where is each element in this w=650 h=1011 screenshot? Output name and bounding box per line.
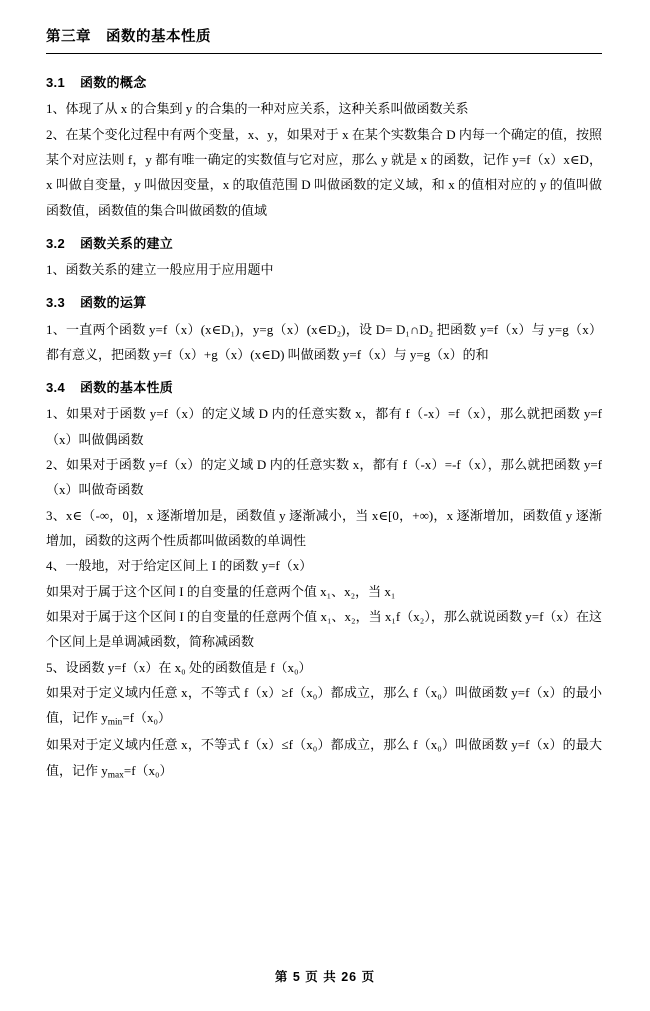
- paragraph: 1、一直两个函数 y=f（x）(x∈D₁)，y=g（x）(x∈D₂)，设 D= D₁∩D₂ 把函数 y=f（x）与 y=g（x）都有意义，把函数 y=f（x）+g（x）(x∈D) 叫做函数 y=f（x）与 y=g（x）的和: [46, 321, 602, 362]
- paragraph: 2、在某个变化过程中有两个变量，x、y，如果对于 x 在某个实数集合 D 内每一个确定的值，按照某个对应法则 f，y 都有唯一确定的实数值与它对应，那么 y 就是 x 的函数，记作 y=f（x）x∈D，x 叫做自变量，y 叫做因变量，x 的取值范围 D 叫做函数的定义域，和 x 的值相对应的 y 的值叫做函数值，函数值的集合叫做函数的值域: [46, 126, 602, 218]
- section-number: 3.2: [46, 236, 65, 251]
- paragraph: 5、设函数 y=f（x）在 x₀ 处的函数值是 f（x₀）: [46, 659, 312, 675]
- section-title: 函数的运算: [80, 295, 147, 311]
- paragraph: 4、一般地，对于给定区间上 I 的函数 y=f（x）: [46, 558, 313, 574]
- section-number: 3.4: [46, 380, 65, 396]
- section-heading-3-1: [46, 72, 602, 94]
- title-divider: [46, 53, 602, 54]
- paragraph: 2、如果对于函数 y=f（x）的定义域 D 内的任意实数 x，都有 f（-x）=-f（x），那么就把函数 y=f（x）叫做奇函数: [46, 457, 602, 498]
- paragraph: 3、x∈（-∞，0]，x 逐渐增加是，函数值 y 逐渐减小，当 x∈[0，+∞)，x 逐渐增加，函数值 y 逐渐增加，函数的这两个性质都叫做函数的单调性: [46, 507, 602, 549]
- section-number: 3.1: [46, 75, 65, 91]
- section-title: 函数的基本性质: [80, 380, 174, 396]
- section-title: 函数的概念: [80, 75, 147, 91]
- paragraph: 1、如果对于函数 y=f（x）的定义域 D 内的任意实数 x，都有 f（-x）=f（x），那么就把函数 y=f（x）叫做偶函数: [46, 406, 602, 447]
- section-heading-3-4: [46, 377, 602, 399]
- page-title: 第三章 函数的基本性质: [46, 29, 211, 45]
- paragraph: 1、体现了从 x 的合集到 y 的合集的一种对应关系，这种关系叫做函数关系: [46, 101, 469, 117]
- section-heading-3-3: [46, 292, 602, 314]
- section-heading-3-2: [46, 233, 602, 255]
- paragraph: 如果对于定义域内任意 x，不等式 f（x）≥f（x₀）都成立，那么 f（x₀）叫做函数 y=f（x）的最小值，记作 $y_{min}=f(x_0)$: [46, 685, 602, 729]
- paragraph: 如果对于定义域内任意 x，不等式 f（x）≤f（x₀）都成立，那么 f（x₀）叫做函数 y=f（x）的最大值，记作 $y_{max}=f(x_0)$: [46, 737, 602, 781]
- section-number: 3.3: [46, 295, 65, 311]
- paragraph: 如果对于属于这个区间 I 的自变量的任意两个值 x₁、x₂，当 x₁f（x₂），那么就说函数 y=f（x）在这个区间上是单调减函数，简称减函数: [46, 609, 602, 650]
- paragraph: 1、函数关系的建立一般应用于应用题中: [46, 262, 274, 278]
- page-footer: 第 5 页 共 26 页: [274, 970, 376, 984]
- section-title: 函数关系的建立: [80, 236, 174, 251]
- paragraph: 如果对于属于这个区间 I 的自变量的任意两个值 x₁、x₂，当 x₁: [46, 583, 396, 599]
